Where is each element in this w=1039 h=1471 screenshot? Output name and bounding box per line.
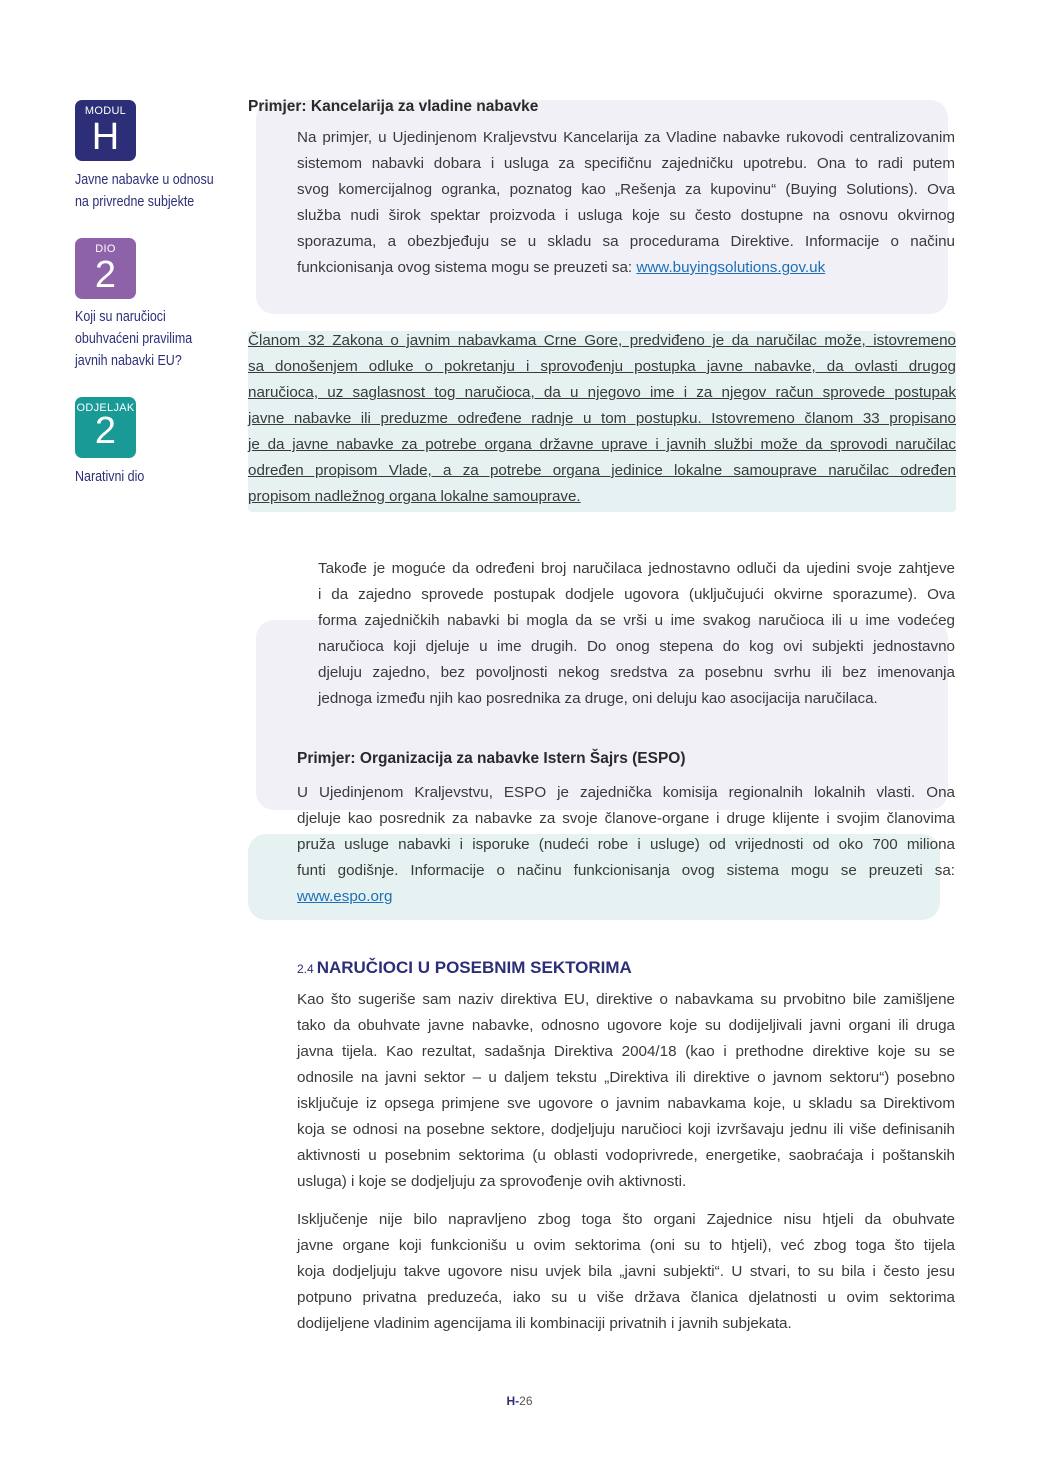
law-note-text — [248, 328, 956, 510]
dio-title-line: javnih nabavki EU? — [75, 353, 182, 369]
text-line: Takođe je moguće da određeni broj naručilaca jednostavno odluči da ujedini svoje zahtjeve — [318, 560, 955, 577]
text-line: služba nudi širok spektar proizvoda i usluga koje su često dostupne na osnovu okvirnog — [297, 207, 955, 224]
section-paragraph-2 — [297, 1207, 955, 1337]
text-line: javne organe koji funkcionišu u ovim sektorima (oni su to htjeli), već zbog toga što tijela — [297, 1237, 955, 1254]
dio-badge — [75, 238, 136, 299]
text-line: isključuje iz opsega primjene sve ugovore o javnim nabavkama koje, u skladu sa Direktivom — [297, 1095, 955, 1112]
text-line: sa donošenjem odluke o pokretanju i sprovođenju postupka javne nabavke, da ovlasti drugog — [248, 358, 956, 375]
text-line: U Ujedinjenom Kraljevstvu, ESPO je zajednička komisija regionalnih lokalnih vlasti. Ona — [297, 784, 955, 801]
text-line: odnosile na javni sektor – u daljem tekstu „Direktiva ili direktive o javnom sektoru“) posebno — [297, 1069, 955, 1086]
text-line: aktivnosti u posebnim sektorima (u oblasti vodoprivrede, energetike, saobraćaja i poštanskih — [297, 1147, 955, 1164]
joint-procurement-text — [318, 556, 955, 712]
section-paragraph-1 — [297, 987, 955, 1195]
text-line — [297, 255, 955, 281]
text-line: jednoga između njih kao posrednika za druge, oni deluju kao asocijacija naručilaca. — [318, 690, 878, 707]
dio-caption: DIO — [95, 243, 116, 255]
section-title — [297, 958, 632, 978]
text-line: usluga) i koje se dodjeljuju za sprovođenje ovih aktivnosti. — [297, 1173, 687, 1190]
text-line: Na primjer, u Ujedinjenom Kraljevstvu Kancelarija za Vladine nabavke rukovodi centralizovanim — [297, 129, 955, 146]
modul-title — [75, 169, 226, 213]
text-line: svog komercijalnog ogranka, poznatog kao „Rešenja za kupovinu“ (Buying Solutions). Ova — [297, 181, 955, 198]
page-prefix: H- — [506, 1394, 520, 1408]
modul-title-line: Javne nabavke u odnosu — [75, 172, 214, 188]
dio-number: 2 — [94, 254, 117, 296]
text-line: i da zajedno sprovede postupak dodjele ugovora (uključujući okvirne sporazume). Ova — [318, 586, 955, 603]
section-title-text: NARUČIOCI U POSEBNIM SEKTORIMA — [316, 958, 632, 977]
text-line: djeluje kao posrednik za nabavke za svoje članove-organe i druge klijente i svojim članovima — [297, 810, 955, 827]
text-line: propisom nadležnog organa lokalne samouprave. — [248, 488, 581, 505]
text-line: naručioca, uz saglasnost tog naručioca, da u njegovo ime i za njegov račun sprovede postupak — [248, 384, 956, 401]
text-line — [297, 884, 955, 910]
text-line: pruža usluge nabavki i isporuke (nudeći robe i usluge) od vrijednosti od oko 700 miliona — [297, 836, 955, 853]
text-line: tako da obuhvate javne nabavke, odnosno ugovore koje su dodijeljivali javni organi ili druga — [297, 1017, 955, 1034]
text-line: određen propisom Vlade, a za potrebe organa jedinice lokalne samouprave naručilac određen — [248, 462, 956, 479]
section-number: 2.4 — [297, 962, 314, 976]
page-number-value: 26 — [519, 1394, 533, 1408]
text-line: je da javne nabavke za potrebe organa državne uprave i javnih službi može da sprovodi naručilac — [248, 436, 956, 453]
dio-title-line: obuhvaćeni pravilima — [75, 331, 193, 347]
text-line: Kao što sugeriše sam naziv direktiva EU, direktive o nabavkama su prvobitno bile zamišljene — [297, 991, 955, 1008]
text-line: funti godišnje. Informacije o načinu funkcionisanja ovog sistema mogu se preuzeti sa: — [297, 862, 955, 879]
text-line: javne nabavke ili preduzme određene radnje u tom postupku. Istovremeno članom 33 propisano — [248, 410, 956, 427]
text-line: djeluju zajedno, bez povoljnosti nekog sredstva za posebnu svrhu ili bez imenovanja — [318, 664, 955, 681]
odjeljak-caption: ODJELJAK — [76, 402, 135, 414]
example2-heading: Primjer: Organizacija za nabavke Istern Šajrs (ESPO) — [297, 750, 686, 767]
dio-title-line: Koji su naručioci — [75, 309, 166, 325]
modul-letter: H — [91, 116, 120, 158]
text-line: Članom 32 Zakona o javnim nabavkama Crne Gore, predviđeno je da naručilac može, istovremeno — [248, 332, 956, 349]
modul-caption: MODUL — [84, 105, 127, 117]
buyingsolutions-link[interactable]: www.buyingsolutions.gov.uk — [636, 259, 826, 276]
modul-title-line: na privredne subjekte — [75, 194, 195, 210]
example1-text — [297, 125, 955, 281]
text-line: potpuno privatna preduzeća, iako su u više država članica djelatnosti u ovim sektorima — [297, 1289, 955, 1306]
odjeljak-number: 2 — [94, 410, 117, 452]
modul-badge — [75, 100, 136, 161]
odjeljak-title: Narativni dio — [75, 469, 145, 485]
text-line: koja se odnosi na posebne sektore, dodjeljuju naručioci koji izvršavaju jednu ili više definisanih — [297, 1121, 955, 1138]
text-line: dodijeljene vladinim agencijama ili kombinaciji privatnih i javnih subjekata. — [297, 1315, 792, 1332]
text-line: koja dodjeljuju takve ugovore nisu uvjek bila „javni subjekti“. U stvari, to su bila i često jesu — [297, 1263, 955, 1280]
example2-text — [297, 780, 955, 910]
text-line: forma zajedničkih nabavki bi mogla da se vrši u ime svakog naručioca ili u ime vodećeg — [318, 612, 955, 629]
page-number — [0, 1394, 1039, 1408]
text-line: sistemom nabavki dobara i usluga za specifičnu zajedničku upotrebu. Ona to radi putem — [297, 155, 955, 172]
example1-heading: Primjer: Kancelarija za vladine nabavke — [248, 98, 539, 115]
text-line: javna tijela. Kao rezultat, sadašnja Direktiva 2004/18 (kao i prethodne direktive koje su se — [297, 1043, 955, 1060]
odjeljak-badge — [75, 397, 136, 458]
text-fragment: funkcionisanja ovog sistema mogu se preuzeti sa: — [297, 259, 637, 276]
dio-title — [75, 306, 226, 372]
text-line: Isključenje nije bilo napravljeno zbog toga što organi Zajednice nisu htjeli da obuhvate — [297, 1211, 955, 1228]
espo-link[interactable]: www.espo.org — [297, 888, 393, 905]
text-line: sporazuma, a obezbjeđuju se u skladu sa procedurama Direktive. Informacije o načinu — [297, 233, 955, 250]
text-line: naručioca koji djeluje u ime drugih. Do onog stepena do kog ovi subjekti jednostavno — [318, 638, 955, 655]
